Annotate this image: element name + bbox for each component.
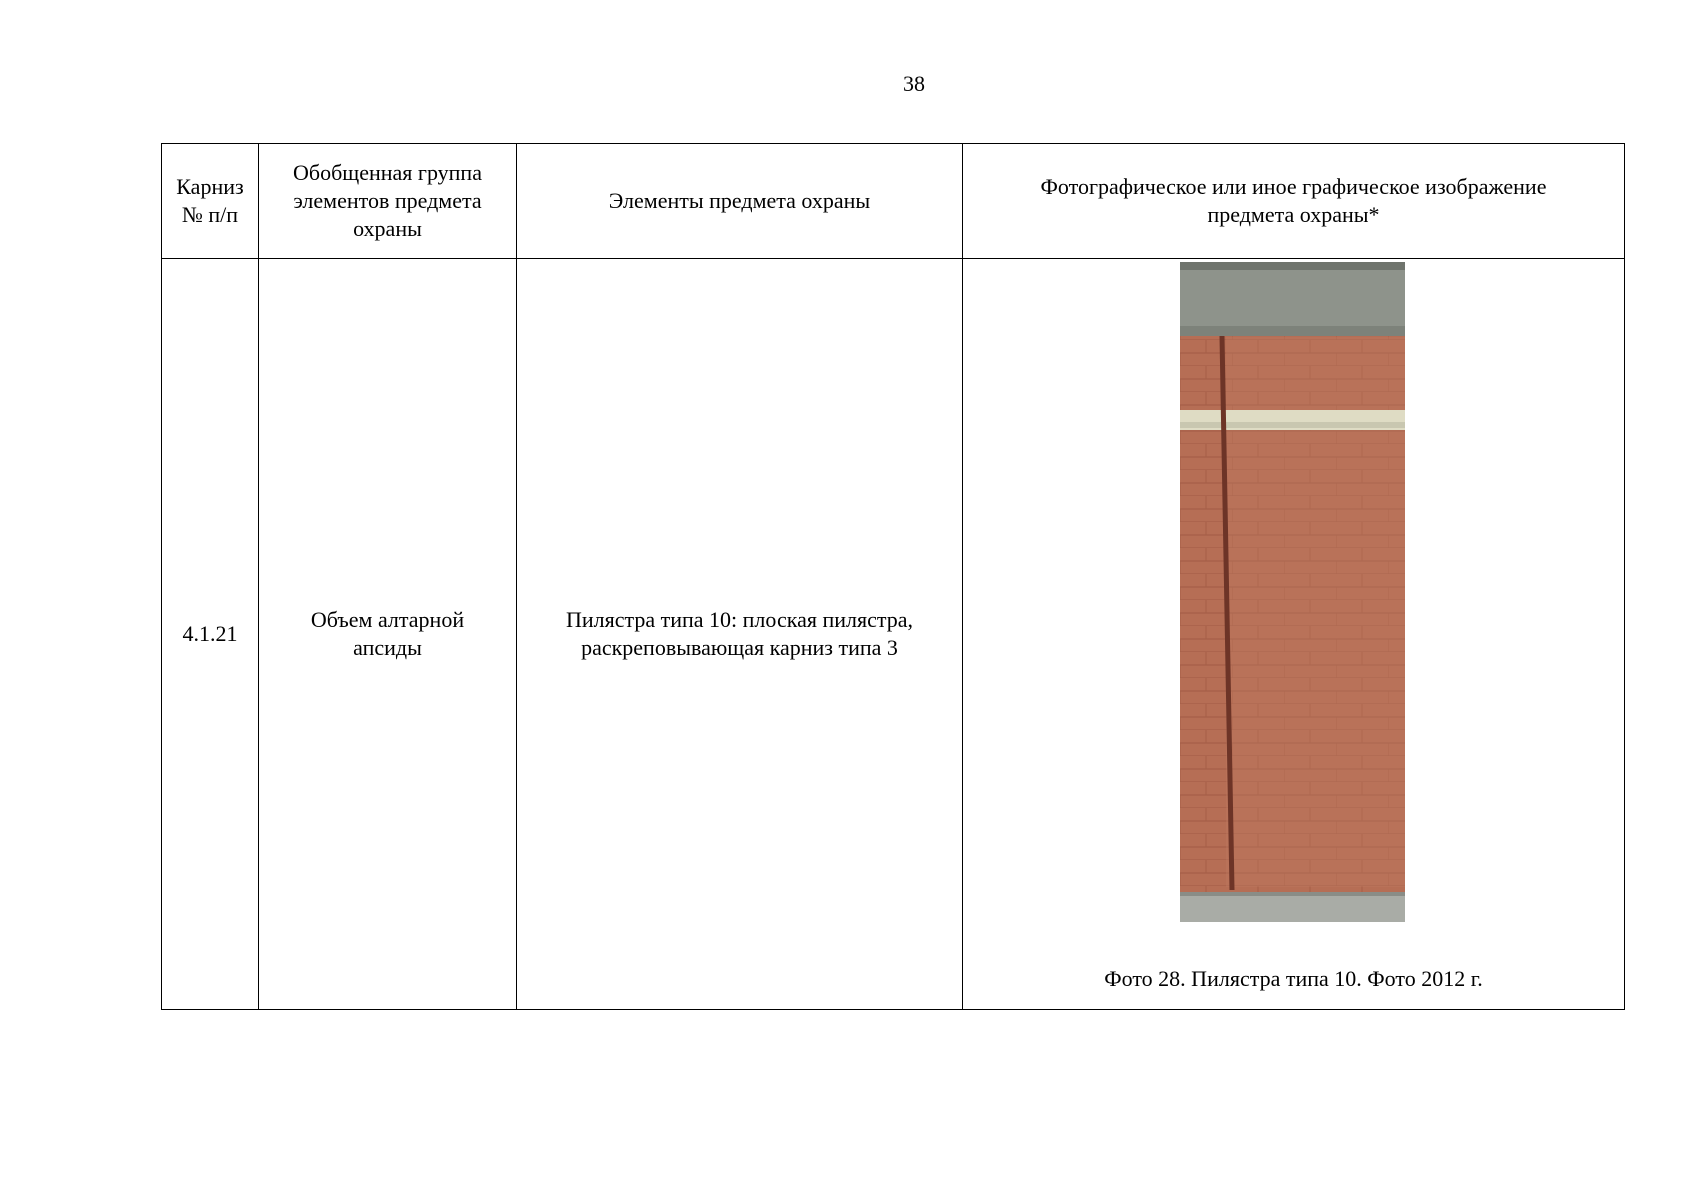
bottom-plinth bbox=[1180, 892, 1405, 922]
pilaster-photo bbox=[1180, 262, 1405, 922]
top-cornice bbox=[1180, 262, 1405, 336]
row-number: 4.1.21 bbox=[162, 259, 259, 1010]
row-group: Объем алтарной апсиды bbox=[259, 259, 517, 1010]
row-photo-cell bbox=[963, 259, 1625, 1010]
row-elements: Пилястра типа 10: плоская пилястра, раскреповывающая карниз типа 3 bbox=[517, 259, 963, 1010]
header-photo: Фотографическое или иное графическое изображение предмета охраны* bbox=[963, 144, 1625, 259]
header-elements: Элементы предмета охраны bbox=[517, 144, 963, 259]
table-row bbox=[162, 259, 1625, 1010]
header-group: Обобщенная группа элементов предмета охраны bbox=[259, 144, 517, 259]
table-header-row bbox=[162, 144, 1625, 259]
header-number: Карниз № п/п bbox=[162, 144, 259, 259]
photo-caption: Фото 28. Пилястра типа 10. Фото 2012 г. bbox=[1104, 966, 1483, 991]
protection-table bbox=[161, 143, 1625, 1010]
page-number: 38 bbox=[903, 71, 925, 96]
